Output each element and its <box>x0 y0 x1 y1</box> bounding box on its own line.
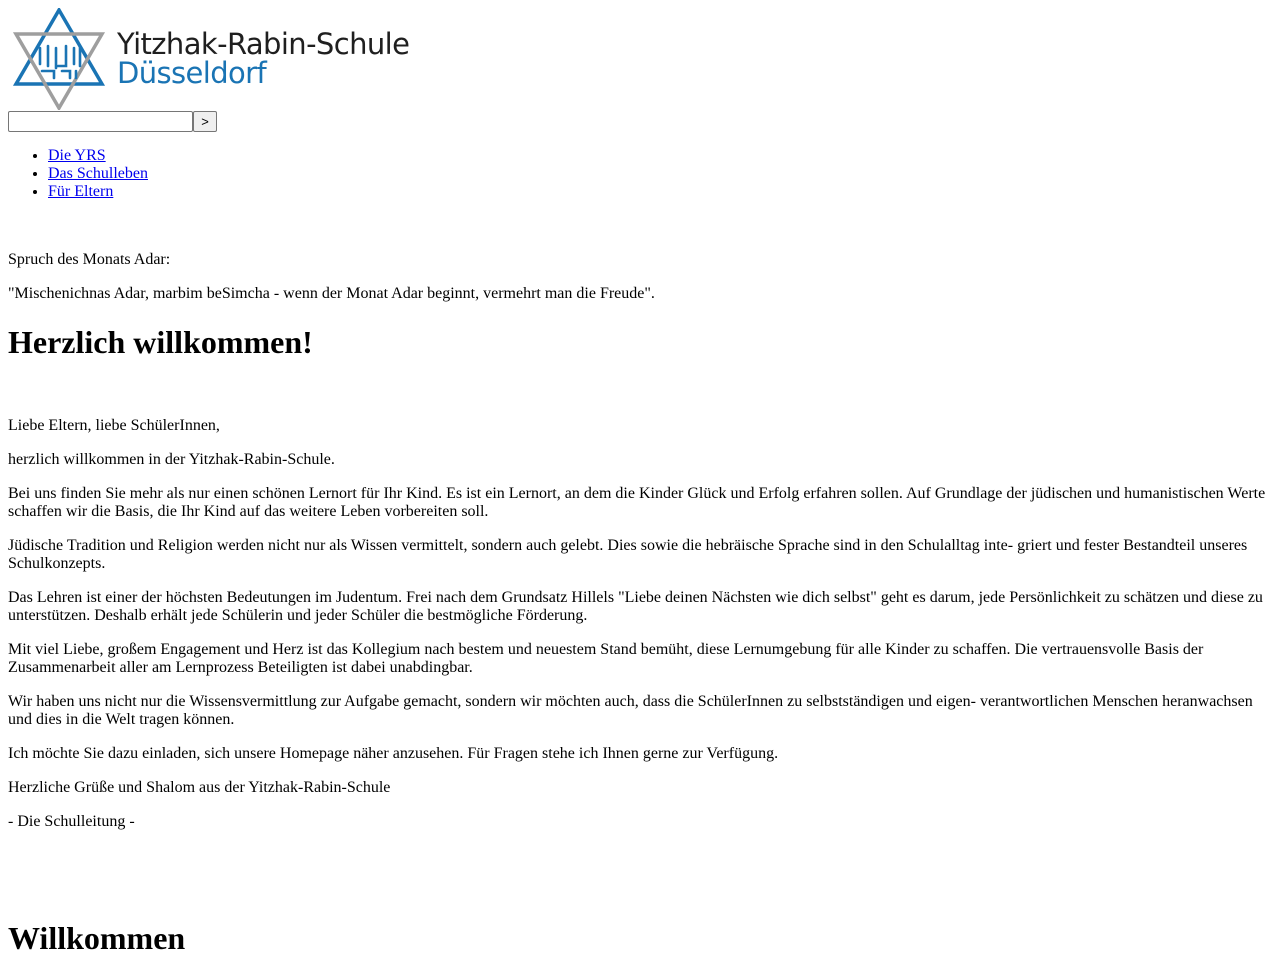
letter-paragraph: Ich möchte Sie dazu einladen, sich unsere Homepage näher anzusehen. Für Fragen stehe ich Ihnen gerne zur Verfügung. <box>8 745 779 762</box>
main-nav <box>8 147 1272 201</box>
letter-paragraph: herzlich willkommen in der Yitzhak-Rabin-Schule. <box>8 451 335 468</box>
letter-paragraph: Das Lehren ist einer der höchsten Bedeutungen im Judentum. Frei nach dem Grundsatz Hillels "Liebe deinen Nächsten wie dich selbst" geht es darum, jede Persönlichkeit zu schätzen und diese zu unterstützen. Deshalb erhält jede Schülerin und jeder Schüler die bestmögliche Förderung. <box>8 589 1263 624</box>
site-header <box>8 0 1272 110</box>
nav-link-die-yrs[interactable]: Die YRS <box>48 147 106 164</box>
letter-paragraph: Bei uns finden Sie mehr als nur einen schönen Lernort für Ihr Kind. Es ist ein Lernort, an dem die Kinder Glück und Erfolg erfahren sollen. Auf Grundlage der jüdischen und humanistischen Werte schaffen wir die Basis, die Ihr Kind auf das weitere Leben vorbereiten soll. <box>8 485 1266 520</box>
letter-signature: - Die Schulleitung - <box>8 813 135 830</box>
search-form <box>8 110 1272 132</box>
logo-subtitle: Düsseldorf <box>117 56 267 90</box>
letter-paragraph: Wir haben uns nicht nur die Wissensvermittlung zur Aufgabe gemacht, sondern wir möchten auch, dass die SchülerInnen zu selbstständigen und eigen- verantwortlichen Menschen heranwachsen und dies in die Welt tragen können. <box>8 693 1253 728</box>
welcome-heading: Herzlich willkommen! <box>8 324 313 360</box>
section-heading-willkommen: Willkommen <box>8 920 186 956</box>
motto-text: "Mischenichnas Adar, marbim beSimcha - wenn der Monat Adar beginnt, vermehrt man die Freude". <box>8 285 655 302</box>
letter-paragraph: Mit viel Liebe, großem Engagement und Herz ist das Kollegium nach bestem und neuestem Stand bemüht, diese Lernumgebung für alle Kinder zu schaffen. Die vertrauensvolle Basis der Zusammenarbeit aller am Lernprozess Beteiligten ist dabei unabdingbar. <box>8 641 1204 676</box>
nav-item-das-schulleben <box>48 165 1272 183</box>
letter-paragraph: Liebe Eltern, liebe SchülerInnen, <box>8 417 220 434</box>
logo-title: Yitzhak-Rabin-Schule <box>117 27 410 61</box>
welcome-letter <box>8 417 1272 847</box>
star-of-david-logo-icon <box>10 8 108 110</box>
nav-item-fuer-eltern <box>48 183 1272 201</box>
nav-link-das-schulleben[interactable]: Das Schulleben <box>48 165 148 182</box>
search-input[interactable] <box>8 111 193 132</box>
page <box>0 0 1280 201</box>
letter-paragraph: Herzliche Grüße und Shalom aus der Yitzhak-Rabin-Schule <box>8 779 391 796</box>
nav-link-fuer-eltern[interactable]: Für Eltern <box>48 183 114 200</box>
motto-label: Spruch des Monats Adar: <box>8 251 171 268</box>
nav-item-die-yrs <box>48 147 1272 165</box>
search-button[interactable]: > <box>193 111 217 132</box>
letter-paragraph: Jüdische Tradition und Religion werden nicht nur als Wissen vermittelt, sondern auch gelebt. Dies sowie die hebräische Sprache sind in den Schulalltag inte- griert und fester Bestandteil unseres Schulkonzepts. <box>8 537 1248 572</box>
logo-home-link[interactable] <box>10 8 410 110</box>
